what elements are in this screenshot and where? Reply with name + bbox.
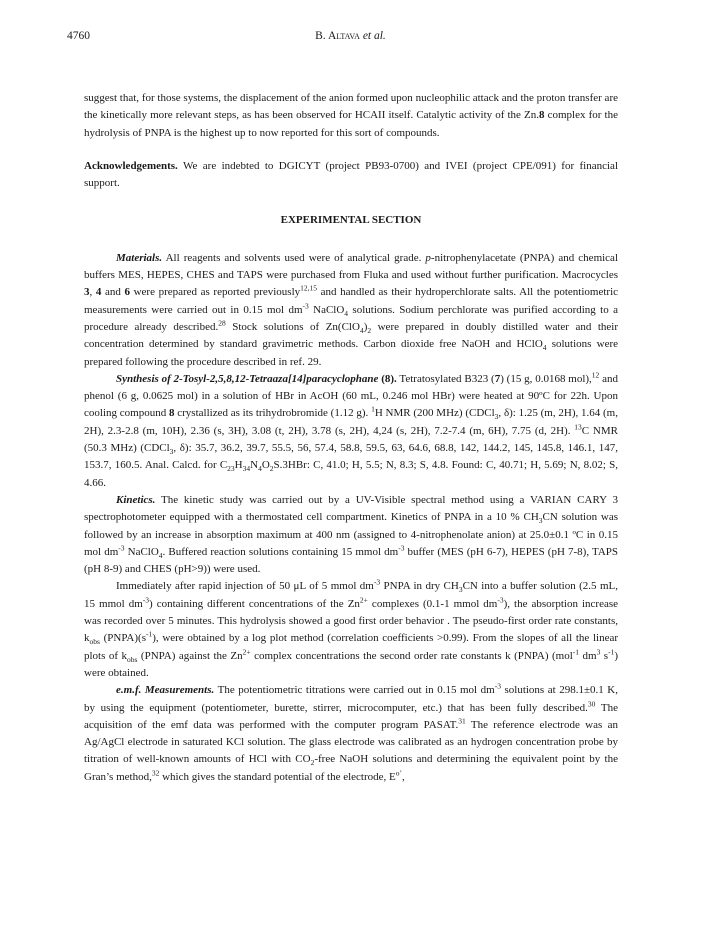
et-al: et al. (362, 30, 386, 42)
materials-paragraph: Materials. All reagents and solvents used were of analytical grade. p-nitrophenylacetate (PNPA) and chemical buffers MES, HEPES, CHES and TAPS were purchased from Fluka and used without further purification. Macrocycles 3, 4 and 6 were prepared as reported previously$^{12,15}$ and handled as their hydroperchlorate salts. All the potentiometric measurements were carried out in 0.15 mol $dm^{-3}$ NaClO$_4$ solutions. Sodium perchlorate was purified according to a procedure already described.$^{28}$ Stock solutions of $Zn(ClO_4)_2$ were prepared in doubly distilled water and their concentration determined by standard gravimetric methods. Carbon dioxide free NaOH and HClO$_4$ solutions were prepared following the procedure described in ref. 29. (84, 251, 619, 368)
materials-heading: Materials. (116, 251, 163, 264)
running-header (67, 30, 634, 46)
citation: 30 (587, 698, 596, 708)
kinetics-paragraph: Kinetics. The kinetic study was carried out by a UV-Visible spectral method using a VARIAN CARY 3 spectrophotometer equipped with a thermostated cell compartment. Kinetics of PNPA in a 10 % $CH_3CN$ solution was followed by an increase in absorption maximum at 400 nm (assigned to 4-nitrophenolate anion) at 25.0±0.1 ºC in 0.15 mol $dm^{-3}$ NaClO$_4$. Buffered reaction solutions containing 15 mmol $dm^{-3}$ buffer (MES (pH 6-7), HEPES (pH 7-8), TAPS (pH 8-9) and CHES (pH>9)) were used. (84, 493, 619, 576)
body-text (84, 90, 618, 786)
running-title (67, 30, 634, 42)
citation: 12,15 (300, 283, 318, 293)
citation: 31 (458, 716, 466, 726)
kinetics-heading: Kinetics. (116, 493, 156, 506)
citation: 28 (218, 318, 226, 328)
page-number: 4760 (67, 30, 90, 42)
acknowledgements-paragraph: Acknowledgements. We are indebted to DGICYT (project PB93-0700) and IVEI (project CPE/091) for financial support. (84, 159, 618, 190)
emf-paragraph: e.m.f. Measurements. The potentiometric titrations were carried out in 0.15 mol $dm^{-3}$ solutions at 298.1±0.1 K, by using the equipment (potentiometer, burette, stirrer, microcomputer, etc.) that has been fully described.$^{30}$ The acquisition of the emf data was performed with the computer program PASAT.$^{31}$ The reference electrode was an Ag/AgCl electrode in saturated KCl solution. The glass electrode was calibrated as an hydrogen concentration probe by titration of well-known amounts of HCl with $CO_2$-free NaOH solutions and determining the equivalent point by the Gran’s method,$^{32}$ which gives the standard potential of the electrode, $E^{o’}$, (84, 681, 618, 783)
acknowledgements-label: Acknowledgements. (84, 159, 178, 172)
synthesis-heading: Synthesis of 2-Tosyl-2,5,8,12-Tetraaza[14]paracyclophane (116, 372, 379, 385)
citation: 12 (591, 370, 600, 380)
citation: 32 (151, 768, 160, 778)
intro-paragraph: suggest that, for those systems, the displacement of the anion formed upon nucleophilic attack and the proton transfer are the kinetically more relevant steps, as has been observed for HCAII itself. Catalytic activity of the Zn.8 complex for the hydrolysis of PNPA is the highest up to now reported for this sort of compounds. (84, 92, 618, 139)
author-name: B. Altava (315, 30, 360, 42)
kinetics-procedure-paragraph: Immediately after rapid injection of 50 μL of 5 mmol $dm^{-3}$ PNPA in dry $CH_3CN$ into a buffer solution (2.5 mL, 15 mmol $dm^{-3}$) containing different concentrations of the $Zn^{2+}$ complexes (0.1-1 mmol $dm^{-3}$), the absorption increase was recorded over 5 minutes. This hydrolysis showed a good first order behavior . The pseudo-first order rate constants, $k_{obs}$ $(PNPA)(s^{-1})$, were obtained by a log plot method (correlation coefficients >0.99). From the slopes of all the linear plots of $k_{obs}$ (PNPA) against the $Zn^{2+}$ complex concentrations the second order rate constants k (PNPA) (mol$^{-1}$ $dm^3$ $s^{-1}$) were obtained. (84, 577, 619, 679)
emf-heading: e.m.f. Measurements. (116, 684, 215, 697)
section-title: EXPERIMENTAL SECTION (280, 214, 422, 227)
synthesis-paragraph: Synthesis of 2-Tosyl-2,5,8,12-Tetraaza[14]paracyclophane (8). Tetratosylated B323 (7) (15 g, 0.0168 mol),$^{12}$ and phenol (6 g, 0.0625 mol) in a solution of HBr in AcOH (60 mL, 0.246 mol HBr) were heated at 90ºC for 22h. Upon cooling compound 8 crystallized as its trihydrobromide (1.12 g). $^1$H NMR (200 MHz) (CDCl$_3$, δ): 1.25 (m, 2H), 1.64 (m, 2H), 2.3-2.8 (m, 10H), 2.36 (s, 3H), 3.08 (t, 2H), 3.78 (s, 2H), 4,24 (s, 2H), 7.2-7.4 (m, 6H), 7.75 (d, 2H). $^{13}$C NMR (50.3 MHz) (CDCl$_3$, δ): 35.7, 36.2, 39.7, 55.5, 56, 57.4, 58.8, 59.5, 63, 64.6, 68.8, 142, 144.2, 145, 145.8, 146.1, 147, 153.7, 160.5. Anal. Calcd. for $C_{23}H_{34}N_4O_2S.3HBr$: C, 41.0; H, 5.5; N, 8.3; S, 4.8. Found: C, 40.71; H, 5.69; N, 8.02; S, 4.66. (84, 370, 618, 489)
